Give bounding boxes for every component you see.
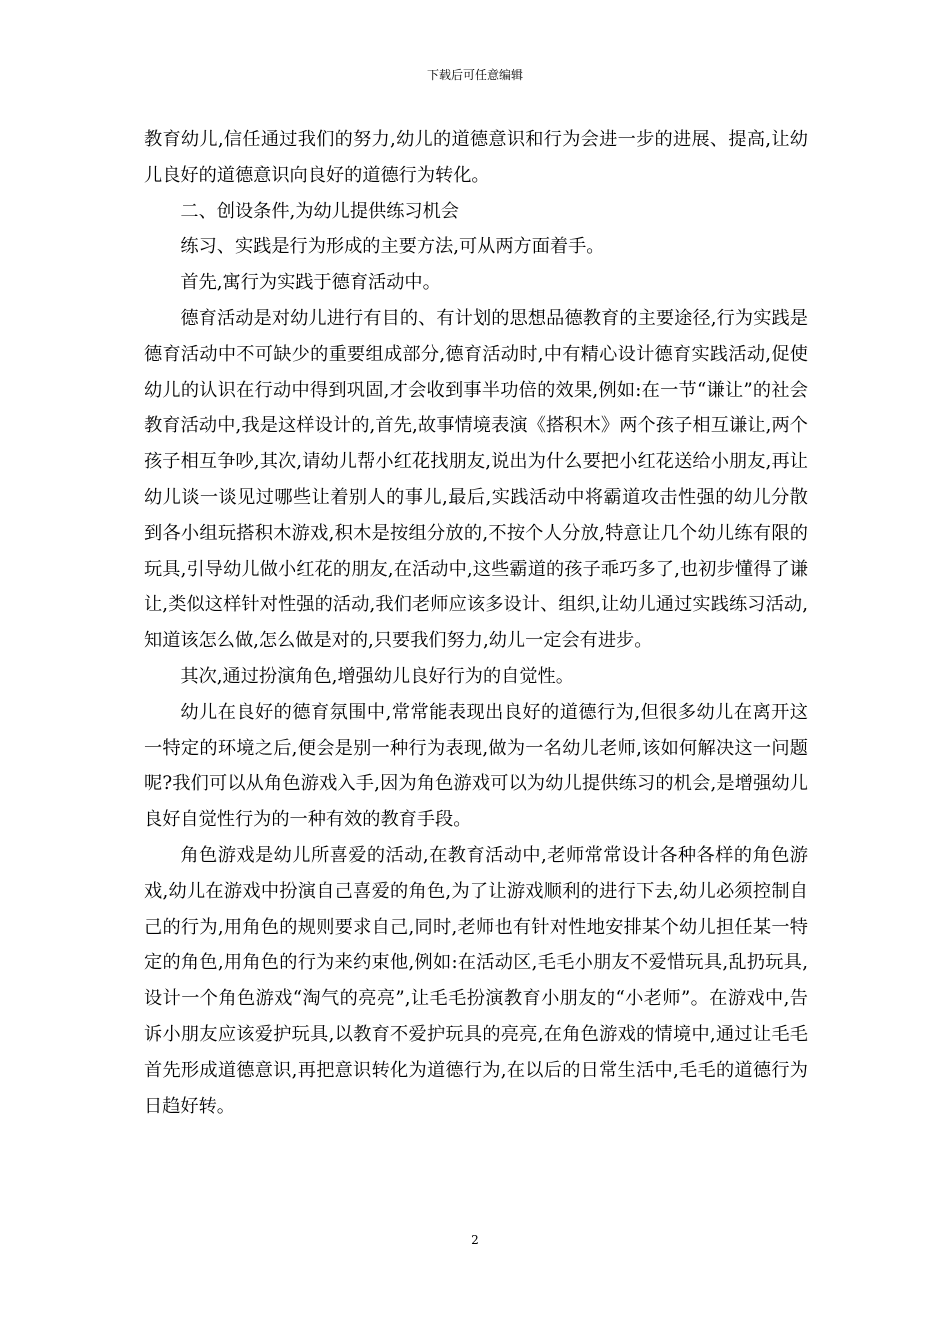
paragraph: 幼儿在良好的德育氛围中,常常能表现出良好的道德行为,但很多幼儿在离开这一特定的环境之后,便会是别一种行为表现,做为一名幼儿老师,该如何解决这一问题呢?我们可以从角色游戏入手,因为角色游戏可以为幼儿提供练习的机会,是增强幼儿良好自觉性行为的一种有效的教育手段。 xyxy=(144,701,808,831)
paragraph: 练习、实践是行为形成的主要方法,可从两方面着手。 xyxy=(180,236,605,258)
paragraph: 角色游戏是幼儿所喜爱的活动,在教育活动中,老师常常设计各种各样的角色游戏,幼儿在游戏中扮演自己喜爱的角色,为了让游戏顺利的进行下去,幼儿必须控制自己的行为,用角色的规则要求自己,同时,老师也有针对性地安排某个幼儿担任某一特定的角色,用角色的行为来约束他,例如:在活动区,毛毛小朋友不爱惜玩具,乱扔玩具,设计一个角色游戏“淘气的亮亮”,让毛毛扮演教育小朋友的“小老师”。在游戏中,告诉小朋友应该爱护玩具,以教育不爱护玩具的亮亮,在角色游戏的情境中,通过让毛毛首先形成道德意识,再把意识转化为道德行为,在以后的日常生活中,毛毛的道德行为日趋好转。 xyxy=(144,844,808,1117)
body-text xyxy=(144,122,808,1124)
page-header: 下载后可任意编辑 xyxy=(426,68,523,82)
paragraph: 教育幼儿,信任通过我们的努力,幼儿的道德意识和行为会进一步的进展、提高,让幼儿良好的道德意识向良好的道德行为转化。 xyxy=(144,129,808,186)
page-number: 2 xyxy=(471,1233,479,1247)
paragraph: 德育活动是对幼儿进行有目的、有计划的思想品德教育的主要途径,行为实践是德育活动中不可缺少的重要组成部分,德育活动时,中有精心设计德育实践活动,促使幼儿的认识在行动中得到巩固,才会收到事半功倍的效果,例如:在一节“谦让”的社会教育活动中,我是这样设计的,首先,故事情境表演《搭积木》两个孩子相互谦让,两个孩子相互争吵,其次,请幼儿帮小红花找朋友,说出为什么要把小红花送给小朋友,再让幼儿谈一谈见过哪些让着别人的事儿,最后,实践活动中将霸道攻击性强的幼儿分散到各小组玩搭积木游戏,积木是按组分放的,不按个人分放,特意让几个幼儿练有限的玩具,引导幼儿做小红花的朋友,在活动中,这些霸道的孩子乖巧多了,也初步懂得了谦让,类似这样针对性强的活动,我们老师应该多设计、组织,让幼儿通过实践练习活动,知道该怎么做,怎么做是对的,只要我们努力,幼儿一定会有进步。 xyxy=(144,307,808,652)
paragraph: 首先,寓行为实践于德育活动中。 xyxy=(180,272,441,294)
paragraph: 其次,通过扮演角色,增强幼儿良好行为的自觉性。 xyxy=(180,665,574,687)
section-heading: 二、创设条件,为幼儿提供练习机会 xyxy=(180,200,459,222)
